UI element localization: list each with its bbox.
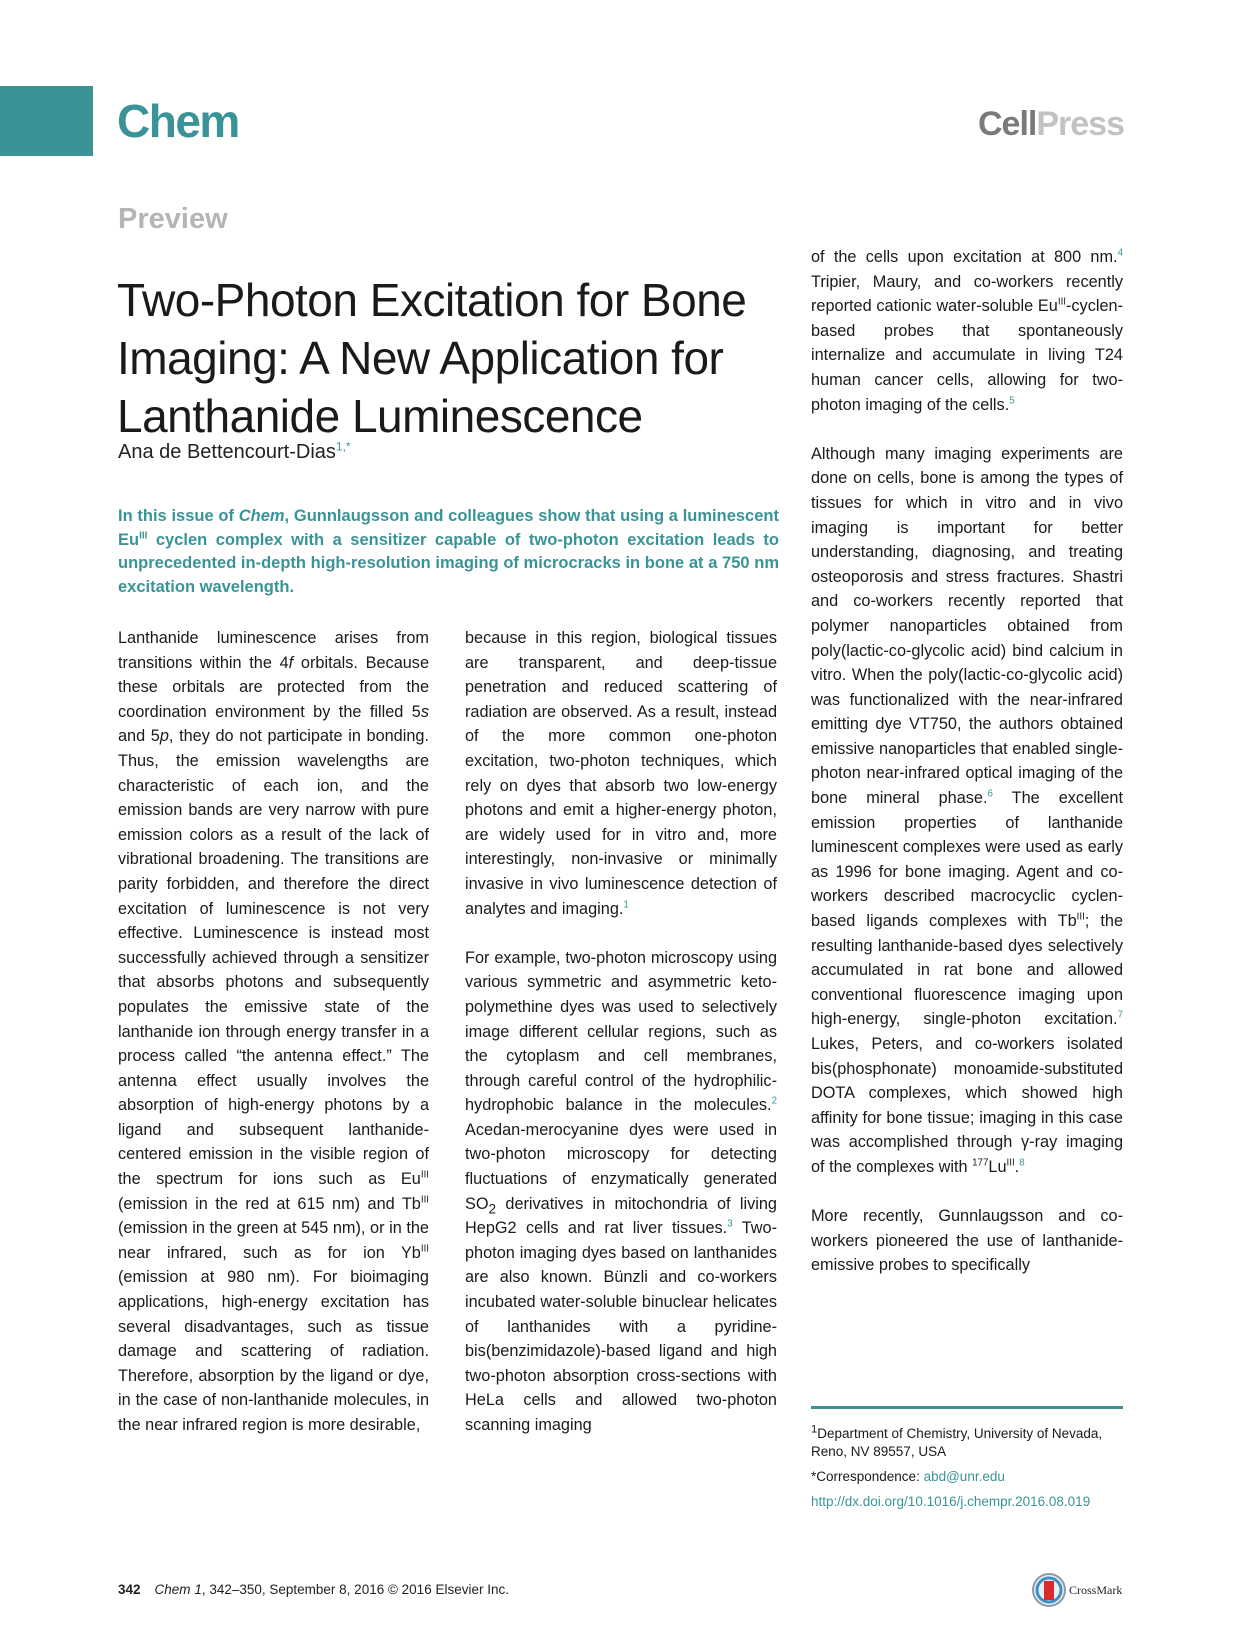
article-type: Preview	[118, 203, 228, 235]
correspondence-email-link[interactable]: abd@unr.edu	[923, 1469, 1005, 1484]
publisher-logo	[978, 105, 1124, 144]
footer-citation: , 342–350, September 8, 2016 © 2016 Elsevier Inc.	[201, 1582, 509, 1597]
doi-link[interactable]: http://dx.doi.org/10.1016/j.chempr.2016.08.019	[811, 1494, 1091, 1509]
reference-8[interactable]: 8	[1019, 1157, 1025, 1169]
affiliation-mark: 1	[811, 1423, 818, 1436]
reference-1[interactable]: 1	[623, 899, 629, 911]
body-paragraph-1a: Lanthanide luminescence arises from transitions within the 4f orbitals. Because these orbitals are protected from the coordination environment by the filled 5s and 5p, they do not participate in bonding. Thus, the emission wavelengths are characteristic of each ion, and the emission bands are very narrow with pure emission colors as a result of the lack of vibrational broadening. The transitions are parity forbidden, and therefore the direct excitation of luminescence is not very effective. Luminescence is instead most successfully achieved through a sensitizer that absorbs photons and subsequently populates the emissive state of the lanthanide ion through energy transfer in a process called “the antenna effect.” The antenna effect usually involves the absorption of high-energy photons by a ligand and subsequent lanthanide-centered emission in the visible region of the spectrum for ions such as $Eu^{III}$ (emission in the red at 615 nm) and $Tb^{III}$ (emission in the green at 545 nm), or in the near infrared, such as for ion $Yb^{III}$ (emission at 980 nm). For bioimaging applications, high-energy excitation has several disadvantages, such as tissue damage and scattering of radiation. Therefore, absorption by the ligand or dye, in the case of non-lanthanide molecules, in the near infrared region is more desirable,	[118, 629, 429, 1434]
reference-2[interactable]: 2	[771, 1095, 777, 1107]
body-paragraph-2b: of the cells upon excitation at 800 nm.$^4$ Tripier, Maury, and co-workers recently reported cationic water-soluble $Eu^{III}-cyclen$-based probes that spontaneously internalize and accumulate in living T24 human cancer cells, allowing for two-photon imaging of the cells.$^5$	[811, 247, 1123, 414]
page-footer	[118, 1582, 509, 1597]
author-name: Ana de Bettencourt-Dias	[118, 441, 336, 463]
footnotes	[811, 1425, 1123, 1518]
correspondence-label: *Correspondence:	[811, 1469, 924, 1484]
journal-color-bar	[0, 86, 93, 156]
reference-6[interactable]: 6	[987, 788, 993, 800]
journal-logo: Chem	[117, 95, 239, 147]
reference-3[interactable]: 3	[727, 1218, 733, 1230]
article-title: Two-Photon Excitation for Bone Imaging: A New Application for Lanthanide Luminescence	[117, 273, 747, 442]
author-line	[118, 441, 351, 464]
crossmark-icon	[1031, 1572, 1067, 1608]
abstract: In this issue of Chem, Gunnlaugsson and colleagues show that using a luminescent $Eu^{III}$ cyclen complex with a sensitizer capable of two-photon excitation leads to unprecedented in-depth high-resolution imaging of microcracks in bone at a 750 nm excitation wavelength.	[118, 507, 779, 596]
footer-journal: Chem	[154, 1582, 191, 1597]
crossmark-badge[interactable]	[1031, 1572, 1122, 1608]
reference-5[interactable]: 5	[1009, 395, 1015, 407]
affiliation-text: Department of Chemistry, University of Nevada, Reno, NV 89557, USA	[811, 1426, 1103, 1459]
affiliation-note	[811, 1425, 1123, 1461]
publisher-logo-press: Press	[1036, 105, 1124, 143]
footer-volume: 1	[194, 1582, 202, 1597]
body-column-2	[465, 626, 777, 1462]
body-paragraph-3: Although many imaging experiments are done on cells, bone is among the types of tissues for which in vitro and in vivo imaging is important for better understanding, diagnosing, and treating osteoporosis and stress fractures. Shastri and co-workers recently reported that polymer nanoparticles obtained from poly(lactic-co-glycolic acid) bind calcium in vitro. When the poly(lactic-co-glycolic acid) was functionalized with the near-infrared emitting dye VT750, the authors obtained emissive nanoparticles that enabled single-photon near-infrared optical imaging of the bone mineral phase.$^6$ The excellent emission properties of lanthanide luminescent complexes were used as early as 1996 for bone imaging. Agent and co-workers described macrocyclic cyclen-based ligands complexes with $Tb^{III}$; the resulting lanthanide-based dyes selectively accumulated in rat bone and allowed conventional fluorescence imaging upon high-energy, single-photon excitation.$^7$ Lukes, Peters, and co-workers isolated bis(phosphonate) monoamide-substituted DOTA complexes, which showed high affinity for bone tissue; imaging in this case was accomplished through γ-ray imaging of the complexes with $^{177}Lu^{III}.^8$	[811, 444, 1124, 1176]
author-marks[interactable]: 1,*	[335, 439, 351, 454]
body-paragraph-1b: because in this region, biological tissues are transparent, and deep-tissue penetration and reduced scattering of radiation are observed. As a result, instead of the more common one-photon excitation, two-photon techniques, which rely on dyes that absorb two low-energy photons and emit a higher-energy photon, are widely used for in vitro and, more interestingly, non-invasive or minimally invasive in vivo luminescence detection of analytes and imaging.$^1$	[465, 629, 777, 918]
body-paragraph-4: More recently, Gunnlaugsson and co-workers pioneered the use of lanthanide-emissive probes to specifically	[811, 1207, 1123, 1275]
reference-4[interactable]: 4	[1117, 247, 1123, 259]
reference-7[interactable]: 7	[1117, 1009, 1123, 1021]
footnote-divider	[811, 1406, 1123, 1409]
body-paragraph-2a: For example, two-photon microscopy using various symmetric and asymmetric keto-polymethine dyes was used to selectively image different cellular regions, such as the cytoplasm and cell membranes, through careful control of the hydrophilic-hydrophobic balance in the molecules.$^2$ Acedan-merocyanine dyes were used in two-photon microscopy for detecting fluctuations of enzymatically generated $SO_2$ derivatives in mitochondria of living HepG2 cells and rat liver tissues.$^3$ Two-photon imaging dyes based on lanthanides are also known. Bünzli and co-workers incubated water-soluble binuclear helicates of lanthanides with a pyridine-bis(benzimidazole)-based ligand and high two-photon absorption cross-sections with HeLa cells and allowed two-photon scanning imaging	[465, 948, 777, 1434]
page-number: 342	[118, 1582, 141, 1597]
crossmark-label: CrossMark	[1069, 1582, 1123, 1597]
correspondence-note	[811, 1468, 1123, 1486]
body-column-3	[811, 245, 1123, 1303]
body-column-1	[118, 626, 429, 1462]
publisher-logo-cell: Cell	[978, 105, 1037, 143]
